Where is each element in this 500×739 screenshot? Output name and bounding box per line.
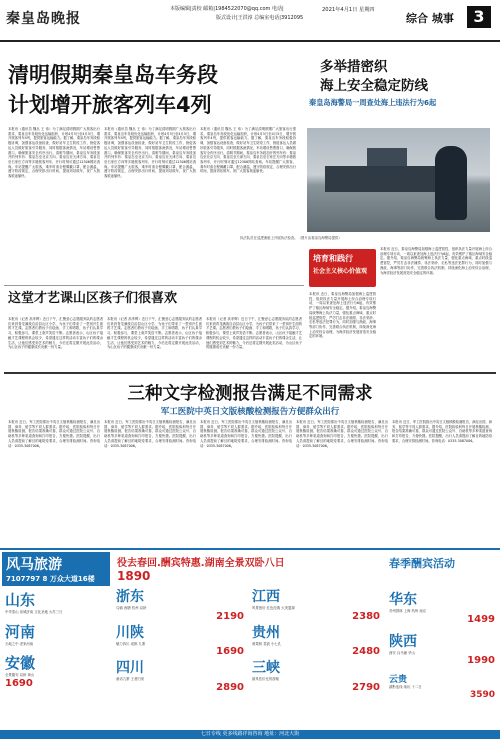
article4-body-col2: 本报讯 近日，军工医院推出中英日文版核酸检测报告，满足出国、商务、留学等不同人群需求。据介绍，医院检验科每日开展核酸检测，报告结果准确可靠，群众可通过医院公众号、自助机等多种渠道查询和打印报告，方便快捷。医院提醒，出行人员请提前了解目的地防疫要求，合理安排检测时间。咨询电话：0335-3087006。 (104, 420, 196, 448)
ad-row-1 (113, 586, 383, 622)
ad-chuanshan (116, 622, 244, 658)
ad-fengma-phone: 7107797 (6, 575, 41, 583)
ad-jiangxi-sub: 风景独好 红色经典 大美婺源 (252, 606, 295, 610)
ad-row-2 (113, 622, 383, 658)
ad-yungui-sub: 滇黔连线 纯玩 十二日 (389, 685, 422, 690)
ad-shaanxi-title: 陕西 (389, 633, 417, 650)
ad-shandong-title: 山东 (5, 591, 36, 609)
article4-headline: 三种文字检测报告满足不同需求 (127, 384, 373, 404)
article3-body-col3: 本报讯（记者 高孝辉）近日下午，汇聚爱心志愿服务队的志愿者们来到青龙满族自治县山区小学，为孩子们带来了一堂别开生面的才艺课。志愿者们教孩子们绘画、手工和唱歌，孩子们认真学习，积极参与，课堂上欢声笑语不断。志愿者表示，山区孩子接触才艺课程的机会较少，希望通过这样的活动丰富孩子们的课余生活，让他们感受到艺术的魅力，今后还将定期开展此类活动，为山区孩子的健康成长贡献一份力量。 (206, 317, 302, 350)
article2-headline-line1: 多举措密织 (320, 59, 388, 75)
ad-chuanshan-sub: 魅力四川 成都 九寨 (116, 641, 146, 646)
article1-headline-line1: 清明假期秦皇岛车务段 (8, 63, 218, 87)
core-values-banner (309, 249, 376, 287)
rule-a (4, 285, 304, 286)
article4-body-col3: 本报讯 近日，军工医院推出中英日文版核酸检测报告，满足出国、商务、留学等不同人群需求。据介绍，医院检验科每日开展核酸检测，报告结果准确可靠，群众可通过医院公众号、自助机等多种渠道查询和打印报告，方便快捷。医院提醒，出行人员请提前了解目的地防疫要求，合理安排检测时间。咨询电话：0335-3087006。 (200, 420, 292, 448)
article2-headline-line2: 海上安全稳定防线 (320, 78, 428, 94)
article4-body-col4: 本报讯 近日，军工医院推出中英日文版核酸检测报告，满足出国、商务、留学等不同人群需求。据介绍，医院检验科每日开展核酸检测，报告结果准确可靠，群众可通过医院公众号、自助机等多种渠道查询和打印报告，方便快捷。医院提醒，出行人员请提前了解目的地防疫要求，合理安排检测时间。咨询电话：0335-3087006。 (296, 420, 388, 448)
article1-headline (8, 60, 218, 120)
ad-sichuan-title: 四川 (116, 660, 144, 677)
newspaper-logo: 秦皇岛晚报 (6, 11, 81, 27)
article3-headline: 这堂才艺课山区孩子们很喜欢 (8, 291, 178, 306)
ad-anhui-sub: 全景徽安 双卧 黄山 (5, 673, 35, 678)
article4-body-col5: 本报讯 近日，军工医院推出中英日文版核酸检测报告，满足出国、商务、留学等不同人群需求。据介绍，医院检验科每日开展核酸检测，报告结果准确可靠，群众可通过医院公众号、自助机等多种渠道查询和打印报告，方便快捷。医院提醒，出行人员请提前了解目的地防疫要求，合理安排检测时间。咨询电话：0335-3087006。 (392, 420, 492, 443)
page-header (0, 0, 500, 44)
ad-zhedong-sub: 乌镇 西塘 杭州 双卧 (116, 606, 147, 610)
ad-henan-title: 河南 (5, 622, 36, 641)
ad-hunan-price: 1890 (117, 569, 151, 583)
ad-zhedong (116, 586, 244, 622)
article3-body-col1: 本报讯（记者 高孝辉）近日下午，汇聚爱心志愿服务队的志愿者们来到青龙满族自治县山区小学，为孩子们带来了一堂别开生面的才艺课。志愿者们教孩子们绘画、手工和唱歌，孩子们认真学习，积极参与，课堂上欢声笑语不断。志愿者表示，山区孩子接触才艺课程的机会较少，希望通过这样的活动丰富孩子们的课余生活，让他们感受到艺术的魅力，今后还将定期开展此类活动，为山区孩子的健康成长贡献一份力量。 (8, 317, 103, 350)
ad-anhui (2, 649, 110, 692)
footer-bar: 七日专线 更多线路详询咨询 地址：河北大街 (0, 730, 500, 739)
ad-guizhou-price: 2480 (352, 646, 380, 658)
ad-sanxia-price: 2790 (352, 681, 380, 693)
ad-sichuan-price: 2890 (216, 681, 244, 693)
banner-line2: 社会主义核心价值观 (313, 268, 368, 275)
ad-fengma-slogan: 8 万众大道16楼 (42, 575, 95, 583)
ad-yungui-title: 云贵 (389, 675, 408, 686)
ad-sanxia-sub: 最具性价比的游船 (252, 677, 280, 682)
ad-spring-title: 春季酬宾活动 (389, 557, 455, 570)
ad-fengma-title: 风马旅游 (6, 557, 62, 573)
article3-body-col2: 本报讯（记者 高孝辉）近日下午，汇聚爱心志愿服务队的志愿者们来到青龙满族自治县山区小学，为孩子们带来了一堂别开生面的才艺课。志愿者们教孩子们绘画、手工和唱歌，孩子们认真学习，积极参与，课堂上欢声笑语不断。志愿者表示，山区孩子接触才艺课程的机会较少，希望通过这样的活动丰富孩子们的课余生活，让他们感受到艺术的魅力，今后还将定期开展此类活动，为山区孩子的健康成长贡献一份力量。 (107, 317, 202, 350)
ad-guizhou-sub: 黄果树 荔波 小七孔 (252, 641, 282, 646)
article2-headline (320, 58, 428, 96)
article1-body-col2: 本报讯（通讯员 魏丛 王 伟）为了满足清明假期广大旅客出行需求，秦皇岛车务段优化运输组织，计划4月3日至4月5日，增开旅客列车4列，提供旅客运输能力。据了解，秦皇岛车务段积极协调，加强客运设备检查，做好站车卫生防疫工作，督促客运人员做好旅客引导服务，同时根据客流情况，车站增设售票窗口，确保旅客安全有序出行。清明节期间，秦皇岛车务段加开的列车有：秦皇岛至北京方向、秦皇岛至天津方向、秦皇岛至石家庄方向等多趟旅客列车，开行时刻可通过12306网站查询。车站提醒广大旅客，乘车时请全程佩戴口罩，配合测温，遵守防疫规定，合理安排出行时间，提前到站候车，祝广大旅客旅途愉快。 (104, 127, 196, 179)
ad-jiangxi (252, 586, 380, 622)
boat-cabin (367, 148, 407, 168)
ad-column-3 (386, 552, 498, 739)
ad-column-2 (113, 552, 383, 739)
rule-b (4, 372, 496, 374)
ad-huadong-sub: 苏州园林 上海 杭州 南京 (389, 609, 427, 613)
page-number: 3 (467, 6, 491, 28)
ad-anhui-price: 1690 (5, 677, 33, 689)
ad-huadong-title: 华东 (389, 592, 417, 608)
ad-yungui (386, 669, 498, 703)
article2-body-left: 本报讯 近日，秦皇岛海警局加强海上巡逻管控，组织执法力量开展海上综合治理专项行动，一周以来查处海上违法行为6起，有效维护了辖区海域安全稳定。据介绍，秦皇岛海警局统筹海上执法力量，强化重点海域、重点时段巡逻管控，严厉打击非法捕捞、非法采砂、走私等违法犯罪行为，同时加强与渔政、海事等部门协作，完善联合执法机制，持续深化海上治安综合治理，为海洋经济发展营造安全稳定的环境。 (309, 292, 376, 339)
ad-rule (0, 548, 500, 550)
ad-jiangxi-title: 江西 (252, 589, 280, 605)
article2-subhead: 秦皇岛海警局一周查处海上违法行为6起 (309, 98, 437, 107)
article4-body-col1: 本报讯 近日，军工医院推出中英日文版核酸检测报告，满足出国、商务、留学等不同人群需求。据介绍，医院检验科每日开展核酸检测，报告结果准确可靠，群众可通过医院公众号、自助机等多种渠道查询和打印报告，方便快捷。医院提醒，出行人员请提前了解目的地防疫要求，合理安排检测时间。咨询电话：0335-3087006。 (8, 420, 100, 448)
ad-row-3 (113, 657, 383, 693)
article2-body: 本报讯 近日，秦皇岛海警局加强海上巡逻管控，组织执法力量开展海上综合治理专项行动，一周以来查处海上违法行为6起，有效维护了辖区海域安全稳定。据介绍，秦皇岛海警局统筹海上执法力量，强化重点海域、重点时段巡逻管控，严厉打击非法捕捞、非法采砂、走私等违法犯罪行为，同时加强与渔政、海事等部门协作，完善联合执法机制，持续深化海上治安综合治理，为海洋经济发展营造安全稳定的环境。 (380, 247, 492, 275)
ad-column-1 (2, 552, 110, 739)
issue-date: 2021年4月1日 星期四 (322, 7, 375, 13)
ad-shandong-sub: 中华泰山 泉城济南 文化圣地 大苏三日 (5, 610, 63, 614)
ad-huadong (386, 586, 498, 628)
ad-hunan (113, 552, 383, 586)
ad-sichuan-sub: 童话九寨 王者归来 (116, 677, 145, 682)
section-name: 综合 城事 (406, 12, 454, 25)
ad-sichuan (116, 657, 244, 693)
ad-zhedong-title: 浙东 (116, 589, 144, 605)
ad-shaanxi (386, 628, 498, 670)
ad-fengma (2, 552, 110, 586)
ad-shaanxi-price: 1990 (467, 655, 495, 667)
banner-line1: 培育和践行 (313, 254, 353, 263)
ad-chuanshan-title: 川陕 (116, 624, 144, 641)
ad-sanxia (252, 657, 380, 693)
officer-figure (435, 146, 467, 220)
article4-subhead: 军工医院中英日文版核酸检测报告方便群众出行 (160, 407, 340, 417)
ad-shaanxi-sub: 西安 兵马俑 华山 (389, 650, 415, 655)
article1-body-col3: 本报讯（通讯员 魏丛 王 伟）为了满足清明假期广大旅客出行需求，秦皇岛车务段优化运输组织，计划4月3日至4月5日，增开旅客列车4列，提供旅客运输能力。据了解，秦皇岛车务段积极协调，加强客运设备检查，做好站车卫生防疫工作，督促客运人员做好旅客引导服务，同时根据客流情况，车站增设售票窗口，确保旅客安全有序出行。清明节期间，秦皇岛车务段加开的列车有：秦皇岛至北京方向、秦皇岛至天津方向、秦皇岛至石家庄方向等多趟旅客列车，开行时刻可通过12306网站查询。车站提醒广大旅客，乘车时请全程佩戴口罩，配合测温，遵守防疫规定，合理安排出行时间，提前到站候车，祝广大旅客旅途愉快。 (200, 127, 296, 174)
boat-hull (325, 166, 445, 192)
design-info: 版式设计|王洪淳 总编室电话|3912095 (216, 15, 304, 21)
ad-yungui-price: 3590 (469, 689, 495, 700)
photo-caption: 执法队员在巡逻渔船上开展执法检查。（图片由秦皇岛海警局提供） (240, 236, 342, 240)
ad-henan-sub: 天地之中 老家河南 (5, 641, 34, 646)
ad-spring (386, 552, 498, 586)
ad-chuanshan-price: 1690 (216, 646, 244, 658)
ad-guizhou (252, 622, 380, 658)
article1-body-col1: 本报讯（通讯员 魏丛 王 伟）为了满足清明假期广大旅客出行需求，秦皇岛车务段优化运输组织，计划4月3日至4月5日，增开旅客列车4列，提供旅客运输能力。据了解，秦皇岛车务段积极协调，加强客运设备检查，做好站车卫生防疫工作，督促客运人员做好旅客引导服务，同时根据客流情况，车站增设售票窗口，确保旅客安全有序出行。清明节期间，秦皇岛车务段加开的列车有：秦皇岛至北京方向、秦皇岛至天津方向、秦皇岛至石家庄方向等多趟旅客列车，开行时刻可通过12306网站查询。车站提醒广大旅客，乘车时请全程佩戴口罩，配合测温，遵守防疫规定，合理安排出行时间，提前到站候车，祝广大旅客旅途愉快。 (8, 127, 100, 179)
ad-zhedong-price: 2190 (216, 610, 244, 622)
ad-sanxia-title: 三峡 (252, 660, 280, 677)
ad-henan (2, 618, 110, 650)
ad-hunan-title: 役去春回.酬宾特惠.湖南全景双卧八日 (117, 558, 285, 569)
article1-headline-line2: 计划增开旅客列车4列 (8, 93, 212, 117)
ad-guizhou-title: 贵州 (252, 624, 280, 641)
ad-jiangxi-price: 2380 (352, 610, 380, 622)
header-rule (0, 40, 500, 42)
ad-anhui-title: 安徽 (5, 654, 36, 673)
ad-huadong-price: 1499 (467, 613, 495, 625)
article2-photo (307, 128, 490, 232)
ad-shandong (2, 586, 110, 618)
editor-info: 本版编辑|责校 邮箱|1984522070@qq.com 电话| (170, 6, 284, 12)
